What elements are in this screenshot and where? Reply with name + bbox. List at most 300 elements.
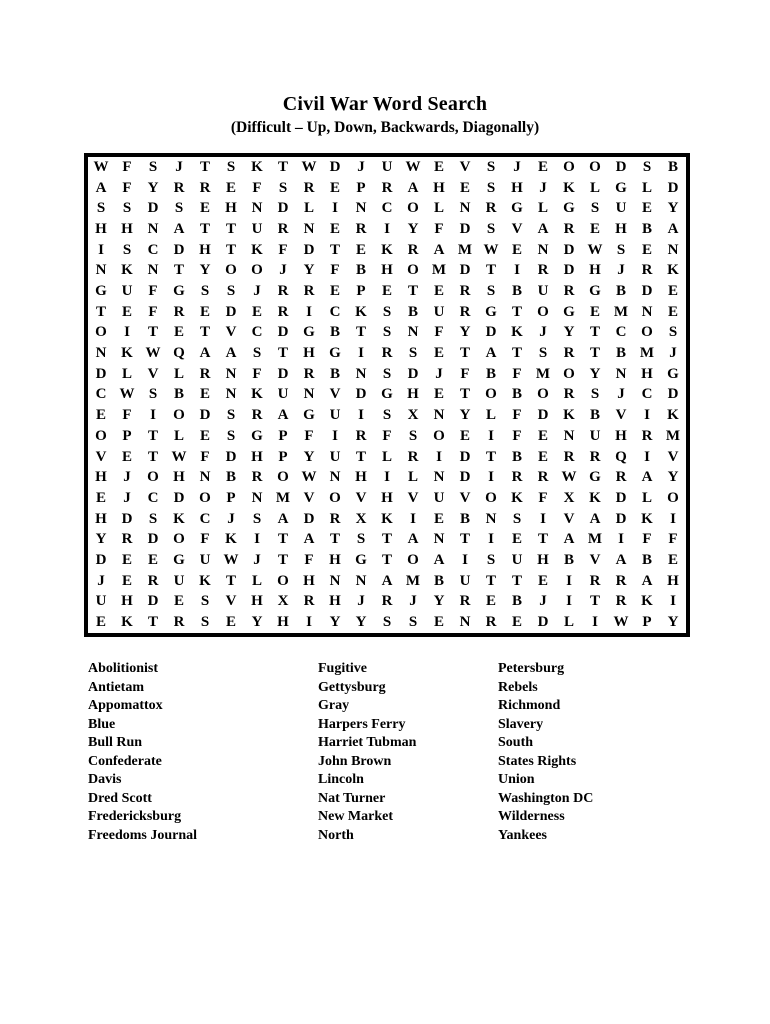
- grid-letter: N: [615, 365, 627, 382]
- grid-letter: S: [226, 407, 236, 424]
- grid-letter: Y: [329, 614, 341, 631]
- grid-letter: E: [537, 158, 548, 175]
- grid-letter: E: [485, 593, 496, 610]
- grid-letter: I: [384, 220, 390, 237]
- grid-letter: X: [277, 593, 289, 610]
- grid-letter: T: [199, 158, 210, 175]
- grid-letter: J: [253, 283, 261, 300]
- grid-letter: R: [563, 386, 575, 403]
- grid-letter: U: [537, 283, 549, 300]
- grid-letter: P: [356, 283, 366, 300]
- grid-letter: A: [199, 345, 211, 362]
- grid-letter: D: [537, 614, 549, 631]
- grid-letter: N: [667, 241, 679, 258]
- grid-letter: H: [303, 345, 315, 362]
- grid-letter: B: [407, 303, 418, 320]
- grid-letter: J: [357, 593, 365, 610]
- grid-letter: T: [485, 448, 496, 465]
- grid-letter: E: [511, 614, 522, 631]
- word-list-item: Harriet Tubman: [318, 735, 417, 750]
- grid-letter: I: [254, 531, 260, 548]
- grid-letter: H: [381, 262, 393, 279]
- grid-letter: C: [147, 489, 159, 506]
- grid-letter: A: [433, 241, 445, 258]
- grid-letter: G: [303, 407, 315, 424]
- grid-letter: I: [332, 200, 338, 217]
- grid-letter: E: [173, 593, 184, 610]
- grid-letter: R: [147, 572, 159, 589]
- grid-letter: H: [173, 469, 185, 486]
- grid-letter: C: [329, 303, 341, 320]
- grid-letter: F: [252, 365, 262, 382]
- grid-letter: M: [535, 365, 551, 382]
- grid-letter: L: [589, 179, 600, 196]
- grid-letter: D: [615, 158, 627, 175]
- grid-letter: M: [405, 572, 421, 589]
- grid-letter: R: [563, 220, 575, 237]
- grid-letter: R: [563, 283, 575, 300]
- grid-letter: T: [277, 531, 288, 548]
- grid-letter: T: [511, 572, 522, 589]
- grid-letter: A: [173, 220, 185, 237]
- grid-letter: D: [121, 510, 133, 527]
- grid-letter: M: [431, 262, 447, 279]
- grid-letter: T: [147, 448, 158, 465]
- grid-row: [88, 612, 686, 633]
- grid-letter: D: [459, 469, 471, 486]
- grid-letter: G: [355, 552, 367, 569]
- grid-letter: E: [433, 386, 444, 403]
- grid-letter: N: [251, 200, 263, 217]
- grid-letter: I: [670, 593, 676, 610]
- grid-letter: N: [459, 614, 471, 631]
- grid-letter: E: [329, 283, 340, 300]
- grid-letter: J: [617, 262, 625, 279]
- grid-letter: H: [537, 552, 549, 569]
- grid-letter: D: [225, 448, 237, 465]
- grid-letter: A: [381, 572, 393, 589]
- grid-letter: F: [434, 220, 444, 237]
- grid-letter: H: [225, 200, 237, 217]
- grid-letter: E: [225, 179, 236, 196]
- grid-letter: T: [485, 572, 496, 589]
- grid-letter: N: [199, 469, 211, 486]
- grid-row: [88, 488, 686, 509]
- grid-letter: Y: [667, 614, 679, 631]
- grid-letter: S: [148, 510, 158, 527]
- grid-letter: O: [199, 489, 211, 506]
- grid-letter: K: [511, 489, 523, 506]
- grid-letter: D: [667, 386, 679, 403]
- word-list-item: Davis: [88, 772, 122, 787]
- grid-letter: T: [355, 448, 366, 465]
- grid-letter: S: [408, 614, 418, 631]
- word-list-item: Freedoms Journal: [88, 827, 198, 843]
- word-list-item: Nat Turner: [318, 790, 386, 806]
- grid-letter: L: [173, 365, 184, 382]
- grid-letter: B: [329, 365, 340, 382]
- grid-letter: H: [251, 593, 263, 610]
- grid-letter: F: [278, 241, 288, 258]
- grid-letter: R: [121, 531, 133, 548]
- grid-letter: W: [223, 552, 239, 569]
- grid-letter: K: [251, 158, 263, 175]
- grid-letter: E: [459, 179, 470, 196]
- grid-letter: L: [563, 614, 574, 631]
- grid-letter: U: [329, 448, 341, 465]
- grid-letter: T: [589, 345, 600, 362]
- grid-letter: R: [459, 283, 471, 300]
- word-list-item: Appomattox: [88, 698, 163, 713]
- grid-letter: J: [513, 158, 521, 175]
- grid-letter: E: [667, 283, 678, 300]
- grid-letter: B: [173, 386, 184, 403]
- word-list-item: Blue: [88, 716, 116, 732]
- grid-letter: C: [251, 324, 263, 341]
- grid-letter: J: [97, 572, 105, 589]
- grid-letter: U: [459, 572, 471, 589]
- grid-letter: O: [667, 489, 679, 506]
- grid-letter: W: [119, 386, 135, 403]
- grid-letter: I: [410, 510, 416, 527]
- grid-letter: U: [199, 552, 211, 569]
- grid-letter: L: [641, 179, 652, 196]
- grid-letter: H: [355, 469, 367, 486]
- grid-row: [88, 550, 686, 571]
- grid-letter: R: [589, 572, 601, 589]
- grid-letter: B: [329, 324, 340, 341]
- grid-letter: D: [225, 303, 237, 320]
- grid-letter: O: [173, 531, 185, 548]
- grid-letter: J: [279, 262, 287, 279]
- grid-letter: R: [641, 427, 653, 444]
- grid-letter: P: [642, 614, 652, 631]
- grid-letter: A: [537, 220, 549, 237]
- grid-letter: E: [329, 220, 340, 237]
- word-list-item: Dred Scott: [88, 790, 152, 806]
- grid-letter: V: [459, 158, 471, 175]
- grid-letter: R: [173, 614, 185, 631]
- grid-letter: H: [277, 614, 289, 631]
- grid-letter: U: [615, 200, 627, 217]
- grid-letter: O: [485, 386, 497, 403]
- grid-letter: R: [277, 283, 289, 300]
- grid-letter: K: [667, 407, 679, 424]
- grid-letter: S: [200, 614, 210, 631]
- grid-row: [88, 198, 686, 219]
- grid-letter: H: [615, 220, 627, 237]
- grid-row: [88, 467, 686, 488]
- grid-letter: N: [251, 489, 263, 506]
- grid-letter: S: [486, 158, 496, 175]
- grid-letter: N: [433, 531, 445, 548]
- grid-row: [88, 571, 686, 592]
- grid-letter: K: [121, 614, 133, 631]
- grid-letter: O: [251, 262, 263, 279]
- grid-letter: I: [514, 262, 520, 279]
- grid-row: [88, 240, 686, 261]
- grid-letter: J: [435, 365, 443, 382]
- grid-letter: T: [511, 345, 522, 362]
- grid-letter: R: [173, 179, 185, 196]
- grid-letter: B: [589, 407, 600, 424]
- grid-letter: F: [122, 179, 132, 196]
- grid-letter: R: [459, 303, 471, 320]
- grid-letter: T: [173, 262, 184, 279]
- grid-letter: N: [329, 572, 341, 589]
- word-list-item: Fugitive: [318, 661, 367, 676]
- grid-letter: J: [539, 179, 547, 196]
- grid-letter: E: [667, 552, 678, 569]
- grid-letter: G: [511, 200, 523, 217]
- grid-letter: B: [225, 469, 236, 486]
- grid-letter: F: [148, 283, 158, 300]
- grid-letter: G: [563, 303, 575, 320]
- grid-letter: T: [511, 303, 522, 320]
- grid-letter: T: [485, 262, 496, 279]
- grid-letter: O: [407, 200, 419, 217]
- grid-letter: S: [252, 345, 262, 362]
- grid-letter: O: [277, 469, 289, 486]
- grid-letter: D: [95, 365, 107, 382]
- grid-letter: B: [511, 448, 522, 465]
- grid-letter: V: [355, 489, 367, 506]
- grid-letter: S: [278, 179, 288, 196]
- grid-letter: W: [301, 469, 317, 486]
- grid-letter: H: [433, 179, 445, 196]
- grid-letter: J: [617, 386, 625, 403]
- grid-letter: D: [459, 220, 471, 237]
- grid-letter: O: [173, 407, 185, 424]
- grid-letter: I: [332, 427, 338, 444]
- grid-letter: S: [122, 241, 132, 258]
- grid-letter: T: [459, 345, 470, 362]
- grid-letter: H: [251, 448, 263, 465]
- grid-letter: O: [225, 262, 237, 279]
- grid-letter: R: [303, 593, 315, 610]
- grid-letter: Y: [147, 179, 159, 196]
- grid-letter: O: [95, 324, 107, 341]
- grid-letter: D: [277, 365, 289, 382]
- grid-letter: N: [147, 262, 159, 279]
- grid-letter: E: [537, 427, 548, 444]
- grid-letter: A: [433, 552, 445, 569]
- grid-letter: L: [381, 448, 392, 465]
- grid-letter: K: [251, 386, 263, 403]
- grid-letter: E: [511, 531, 522, 548]
- grid-letter: B: [511, 386, 522, 403]
- grid-letter: T: [277, 552, 288, 569]
- grid-letter: I: [644, 448, 650, 465]
- grid-letter: X: [407, 407, 419, 424]
- grid-letter: V: [407, 489, 419, 506]
- grid-letter: A: [667, 220, 679, 237]
- grid-letter: F: [252, 179, 262, 196]
- grid-letter: F: [304, 427, 314, 444]
- grid-letter: S: [408, 427, 418, 444]
- grid-letter: N: [225, 386, 237, 403]
- grid-letter: K: [589, 489, 601, 506]
- grid-letter: Y: [459, 407, 471, 424]
- grid-row: [88, 219, 686, 240]
- grid-letter: J: [227, 510, 235, 527]
- grid-letter: E: [537, 572, 548, 589]
- grid-letter: H: [95, 469, 107, 486]
- grid-letter: H: [615, 427, 627, 444]
- grid-letter: X: [355, 510, 367, 527]
- grid-letter: R: [251, 407, 263, 424]
- grid-letter: E: [121, 552, 132, 569]
- grid-letter: D: [173, 489, 185, 506]
- grid-letter: A: [225, 345, 237, 362]
- grid-letter: R: [563, 345, 575, 362]
- grid-letter: D: [147, 200, 159, 217]
- grid-letter: I: [462, 552, 468, 569]
- grid-letter: J: [175, 158, 183, 175]
- grid-letter: W: [93, 158, 109, 175]
- grid-letter: R: [511, 469, 523, 486]
- grid-letter: K: [641, 593, 653, 610]
- grid-letter: W: [145, 345, 161, 362]
- grid-letter: I: [98, 241, 104, 258]
- grid-letter: H: [381, 489, 393, 506]
- grid-letter: E: [433, 510, 444, 527]
- grid-letter: T: [589, 324, 600, 341]
- grid-letter: S: [382, 365, 392, 382]
- grid-letter: T: [225, 241, 236, 258]
- grid-letter: F: [538, 489, 548, 506]
- grid-letter: U: [433, 303, 445, 320]
- grid-letter: N: [303, 220, 315, 237]
- grid-letter: O: [329, 489, 341, 506]
- grid-letter: J: [253, 552, 261, 569]
- grid-letter: S: [252, 510, 262, 527]
- grid-letter: D: [329, 158, 341, 175]
- grid-letter: O: [563, 158, 575, 175]
- grid-letter: W: [613, 614, 629, 631]
- grid-letter: I: [644, 407, 650, 424]
- grid-letter: E: [589, 220, 600, 237]
- grid-letter: G: [381, 386, 393, 403]
- grid-letter: N: [641, 303, 653, 320]
- grid-letter: L: [407, 469, 418, 486]
- grid-letter: R: [303, 283, 315, 300]
- grid-letter: E: [329, 179, 340, 196]
- word-list-item: South: [498, 735, 534, 750]
- grid-letter: A: [641, 572, 653, 589]
- grid-letter: V: [563, 510, 575, 527]
- grid-letter: A: [563, 531, 575, 548]
- grid-letter: G: [589, 469, 601, 486]
- grid-letter: D: [173, 241, 185, 258]
- grid-letter: T: [381, 531, 392, 548]
- word-list-item: Fredericksburg: [88, 809, 182, 824]
- grid-letter: S: [538, 345, 548, 362]
- grid-letter: I: [592, 614, 598, 631]
- grid-letter: T: [147, 614, 158, 631]
- grid-row: [88, 323, 686, 344]
- grid-letter: L: [121, 365, 132, 382]
- grid-letter: K: [641, 510, 653, 527]
- word-list-item: States Rights: [498, 753, 577, 769]
- grid-letter: P: [278, 448, 288, 465]
- grid-letter: B: [641, 220, 652, 237]
- grid-letter: L: [251, 572, 262, 589]
- grid-letter: R: [303, 365, 315, 382]
- grid-letter: Y: [355, 614, 367, 631]
- word-list-item: Slavery: [498, 716, 544, 732]
- grid-letter: J: [669, 345, 677, 362]
- grid-letter: E: [589, 303, 600, 320]
- grid-letter: D: [147, 531, 159, 548]
- grid-letter: F: [512, 427, 522, 444]
- grid-letter: E: [641, 200, 652, 217]
- grid-letter: J: [539, 324, 547, 341]
- grid-row: [88, 281, 686, 302]
- grid-letter: S: [486, 220, 496, 237]
- grid-letter: F: [148, 303, 158, 320]
- grid-letter: T: [589, 593, 600, 610]
- grid-letter: C: [147, 241, 159, 258]
- grid-row: [88, 530, 686, 551]
- grid-letter: E: [199, 386, 210, 403]
- word-list-item: John Brown: [318, 753, 392, 769]
- grid-letter: D: [199, 407, 211, 424]
- grid-letter: Y: [199, 262, 211, 279]
- grid-letter: T: [407, 283, 418, 300]
- grid-letter: A: [641, 469, 653, 486]
- grid-letter: E: [121, 572, 132, 589]
- grid-letter: E: [225, 614, 236, 631]
- grid-letter: A: [407, 531, 419, 548]
- grid-letter: O: [589, 158, 601, 175]
- grid-letter: K: [511, 324, 523, 341]
- grid-letter: A: [95, 179, 107, 196]
- grid-letter: E: [95, 614, 106, 631]
- grid-letter: N: [329, 469, 341, 486]
- grid-letter: O: [95, 427, 107, 444]
- grid-letter: E: [199, 427, 210, 444]
- grid-letter: I: [124, 324, 130, 341]
- grid-letter: T: [381, 552, 392, 569]
- grid-letter: G: [563, 200, 575, 217]
- grid-letter: F: [642, 531, 652, 548]
- grid-letter: R: [537, 469, 549, 486]
- grid-letter: S: [382, 303, 392, 320]
- word-list-item: North: [318, 827, 354, 843]
- grid-letter: R: [407, 448, 419, 465]
- grid-letter: H: [95, 220, 107, 237]
- grid-letter: H: [407, 386, 419, 403]
- grid-letter: N: [355, 200, 367, 217]
- grid-letter: R: [199, 179, 211, 196]
- grid-letter: S: [642, 158, 652, 175]
- grid-letter: B: [563, 552, 574, 569]
- grid-letter: G: [329, 345, 341, 362]
- grid-letter: U: [121, 283, 133, 300]
- grid-letter: A: [407, 179, 419, 196]
- grid-letter: S: [668, 324, 678, 341]
- grid-letter: I: [566, 593, 572, 610]
- grid-letter: F: [200, 531, 210, 548]
- grid-letter: U: [173, 572, 185, 589]
- grid-letter: I: [306, 303, 312, 320]
- grid-letter: R: [277, 303, 289, 320]
- grid-letter: A: [303, 531, 315, 548]
- grid-letter: R: [407, 241, 419, 258]
- grid-letter: R: [485, 614, 497, 631]
- grid-letter: H: [121, 220, 133, 237]
